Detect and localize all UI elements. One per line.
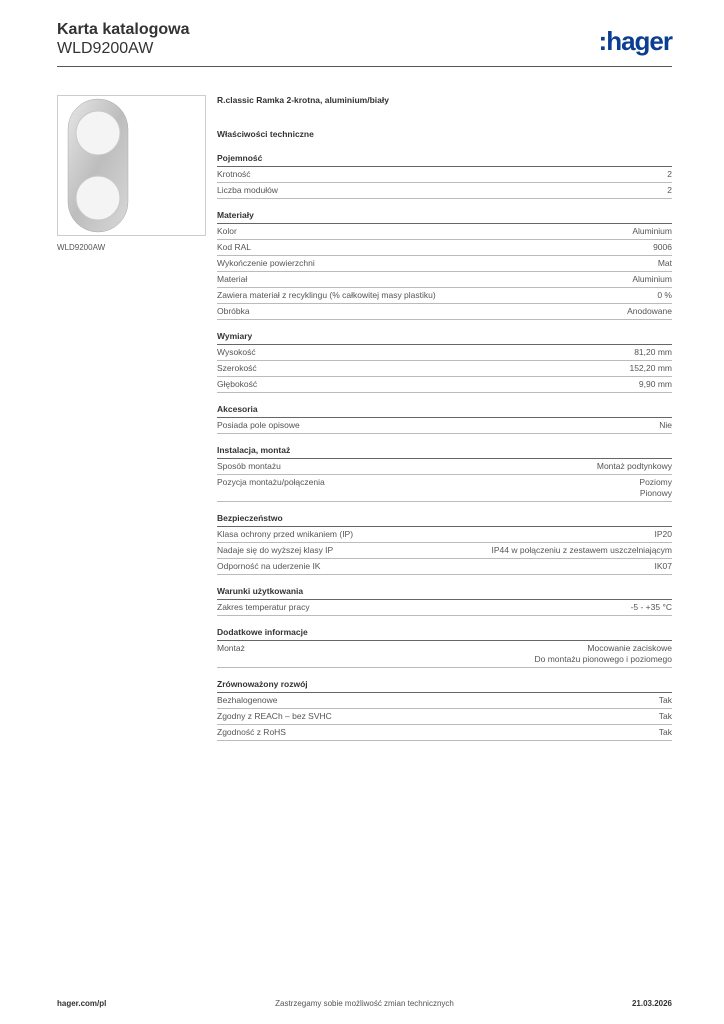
spec-value	[667, 185, 672, 196]
section-title: Dodatkowe informacje	[217, 627, 672, 641]
spec-row	[217, 709, 672, 725]
spec-row	[217, 240, 672, 256]
spec-label: Nadaje się do wyższej klasy IP	[217, 545, 334, 555]
spec-value	[534, 643, 672, 665]
section-title: Pojemność	[217, 153, 672, 167]
spec-label: Materiał	[217, 274, 248, 284]
spec-value	[655, 529, 673, 540]
spec-value	[653, 242, 672, 253]
spec-value	[667, 169, 672, 180]
spec-value	[659, 695, 672, 706]
spec-row	[217, 559, 672, 575]
spec-row	[217, 361, 672, 377]
spec-row	[217, 475, 672, 502]
spec-row	[217, 725, 672, 741]
spec-value-line: Aluminium	[632, 226, 672, 236]
spec-value	[634, 347, 672, 358]
spec-section	[217, 586, 672, 616]
spec-row	[217, 543, 672, 559]
spec-value-line: 9,90 mm	[638, 379, 672, 389]
spec-value	[658, 258, 672, 269]
spec-row	[217, 418, 672, 434]
spec-row	[217, 167, 672, 183]
spec-value-line: Mat	[657, 258, 672, 268]
frame-icon	[58, 96, 205, 235]
spec-value	[659, 711, 672, 722]
spec-value-line: 2	[667, 169, 672, 179]
spec-value-line: Tak	[658, 695, 672, 705]
spec-value	[659, 420, 672, 431]
footer-website[interactable]: hager.com/pl	[57, 999, 107, 1008]
spec-value	[632, 226, 672, 237]
spec-value-line: IP44 w połączeniu z zestawem uszczelniającym	[491, 545, 672, 555]
spec-value	[597, 461, 672, 472]
spec-section	[217, 627, 672, 668]
spec-label: Zakres temperatur pracy	[217, 602, 310, 612]
section-title: Akcesoria	[217, 404, 672, 418]
spec-value	[639, 379, 672, 390]
spec-value-line: IP20	[654, 529, 672, 539]
spec-sections	[217, 153, 672, 741]
spec-label: Wykończenie powierzchni	[217, 258, 315, 268]
spec-label: Kod RAL	[217, 242, 252, 252]
section-title: Wymiary	[217, 331, 672, 345]
spec-row	[217, 693, 672, 709]
spec-label: Obróbka	[217, 306, 250, 316]
spec-section	[217, 331, 672, 393]
spec-row	[217, 600, 672, 616]
spec-value-line: IK07	[654, 561, 672, 571]
spec-section	[217, 513, 672, 575]
spec-value-line: Nie	[659, 420, 672, 430]
spec-value	[492, 545, 672, 556]
spec-row	[217, 183, 672, 199]
spec-section	[217, 210, 672, 320]
properties-heading: Właściwości techniczne	[217, 129, 314, 139]
spec-value	[632, 274, 672, 285]
spec-row	[217, 641, 672, 668]
spec-value-line: 81,20 mm	[634, 347, 672, 357]
spec-row	[217, 288, 672, 304]
section-title: Warunki użytkowania	[217, 586, 672, 600]
section-title: Instalacja, montaż	[217, 445, 672, 459]
document-title: Karta katalogowa	[57, 21, 190, 38]
spec-label: Głębokość	[217, 379, 258, 389]
spec-row	[217, 345, 672, 361]
spec-section	[217, 445, 672, 502]
spec-label: Kolor	[217, 226, 237, 236]
hager-logo: :hager	[598, 26, 672, 56]
spec-label: Krotność	[217, 169, 251, 179]
product-image	[57, 95, 206, 236]
spec-value-line: Montaż podtynkowy	[596, 461, 672, 471]
spec-value-line: Poziomy	[639, 477, 672, 487]
spec-row	[217, 459, 672, 475]
spec-value	[627, 306, 672, 317]
spec-value-line: Aluminium	[632, 274, 672, 284]
spec-label: Bezhalogenowe	[217, 695, 278, 705]
section-title: Zrównoważony rozwój	[217, 679, 672, 693]
spec-label: Zawiera materiał z recyklingu (% całkowitej masy plastiku)	[217, 290, 436, 300]
spec-row	[217, 272, 672, 288]
spec-value	[629, 363, 672, 374]
spec-value-line: Do montażu pionowego i poziomego	[534, 654, 672, 664]
spec-section	[217, 679, 672, 741]
spec-row	[217, 224, 672, 240]
spec-row	[217, 527, 672, 543]
image-caption: WLD9200AW	[57, 243, 106, 252]
spec-value	[657, 290, 672, 301]
footer-date: 21.03.2026	[631, 999, 672, 1008]
spec-row	[217, 304, 672, 320]
spec-label: Liczba modułów	[217, 185, 278, 195]
spec-row	[217, 256, 672, 272]
spec-label: Pozycja montażu/połączenia	[217, 477, 325, 487]
spec-value	[639, 477, 672, 499]
spec-value-line: 152,20 mm	[629, 363, 672, 373]
spec-label: Zgodny z REACh – bez SVHC	[217, 711, 332, 721]
spec-value	[659, 727, 672, 738]
spec-value-line: Anodowane	[627, 306, 672, 316]
spec-row	[217, 377, 672, 393]
spec-value	[655, 561, 673, 572]
section-title: Bezpieczeństwo	[217, 513, 672, 527]
spec-value-line: -5 - +35 °C	[630, 602, 672, 612]
spec-label: Montaż	[217, 643, 245, 653]
spec-section	[217, 404, 672, 434]
spec-value-line: Tak	[658, 727, 672, 737]
spec-value-line: Mocowanie zaciskowe	[587, 643, 672, 653]
document-header	[57, 20, 189, 58]
spec-label: Klasa ochrony przed wnikaniem (IP)	[217, 529, 354, 539]
section-title: Materiały	[217, 210, 672, 224]
spec-label: Odporność na uderzenie IK	[217, 561, 321, 571]
spec-label: Zgodność z RoHS	[217, 727, 286, 737]
spec-section	[217, 153, 672, 199]
spec-label: Posiada pole opisowe	[217, 420, 300, 430]
header-divider	[57, 66, 672, 67]
spec-value-line: Tak	[658, 711, 672, 721]
spec-label: Wysokość	[217, 347, 256, 357]
spec-content	[217, 95, 672, 752]
spec-value	[631, 602, 672, 613]
spec-value-line: 9006	[653, 242, 672, 252]
product-name: R.classic Ramka 2-krotna, aluminium/biały	[217, 95, 389, 105]
product-code: WLD9200AW	[57, 40, 154, 57]
spec-label: Szerokość	[217, 363, 257, 373]
footer-disclaimer: Zastrzegamy sobie możliwość zmian technicznych	[275, 999, 454, 1008]
spec-label: Sposób montażu	[217, 461, 281, 471]
spec-value-line: Pionowy	[639, 488, 672, 498]
spec-value-line: 0 %	[657, 290, 672, 300]
spec-value-line: 2	[667, 185, 672, 195]
